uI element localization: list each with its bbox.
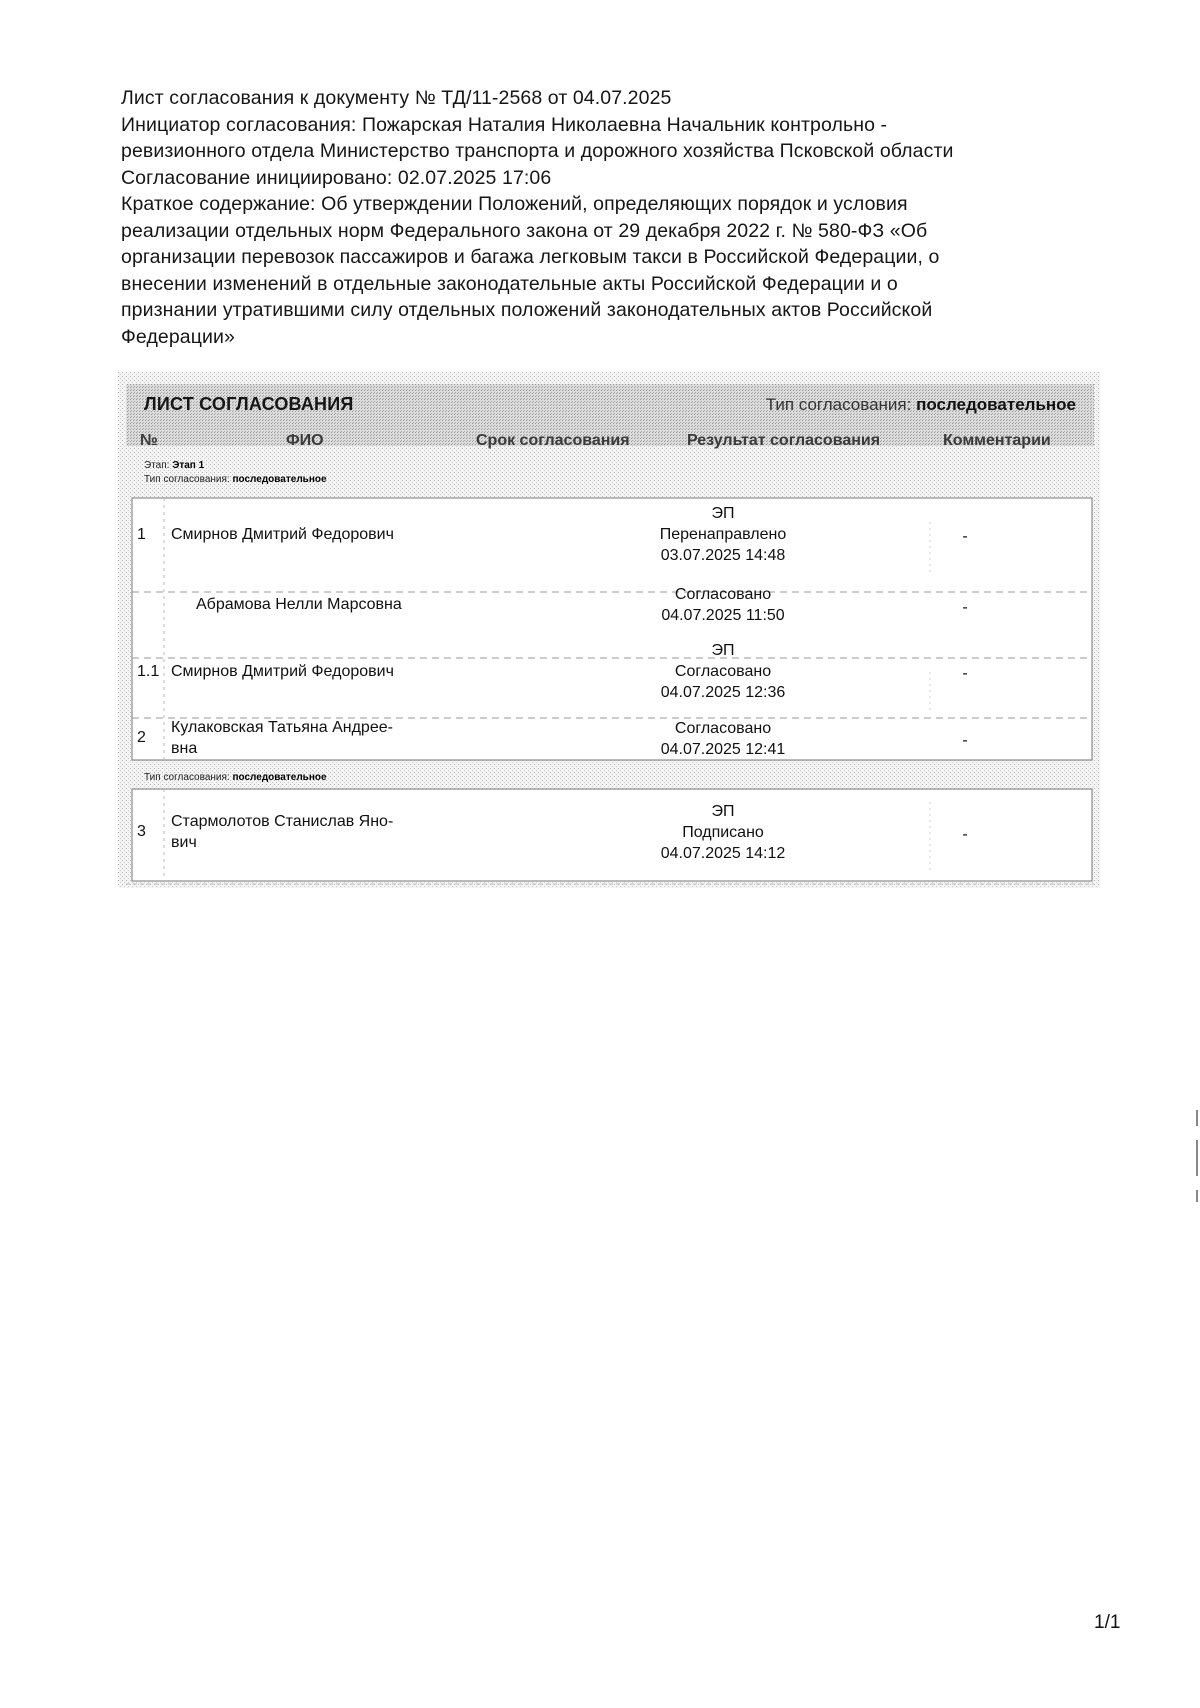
document-header bbox=[121, 85, 1081, 350]
row-fio: Смирнов Дмитрий Федорович bbox=[171, 663, 394, 680]
row-fio bbox=[171, 717, 426, 759]
row-fio-line: Кулаковская Татьяна Андрее- bbox=[171, 719, 393, 736]
approval-sheet bbox=[118, 372, 1100, 888]
stage-approval-type-value: последовательное bbox=[232, 474, 327, 485]
row-result bbox=[628, 640, 818, 703]
row-result-date: 04.07.2025 12:36 bbox=[660, 684, 786, 701]
row-fio-line: вна bbox=[171, 740, 198, 757]
stage-label bbox=[144, 460, 204, 471]
row-number: 2 bbox=[137, 729, 146, 746]
stage-label-value: Этап 1 bbox=[172, 460, 205, 471]
row-comment: - bbox=[962, 732, 968, 749]
header-initiator-line: Инициатор согласования: Пожарская Наталия Николаевна Начальник контрольно - bbox=[121, 113, 888, 136]
approval-type-value: последовательное bbox=[916, 395, 1076, 414]
stage-approval-type bbox=[144, 474, 327, 485]
row-result-status: Согласовано bbox=[674, 663, 772, 680]
header-summary-line: внесении изменений в отдельные законодательные акты Российской Федерации и о bbox=[121, 272, 898, 295]
row-result-signature: ЭП bbox=[711, 803, 735, 820]
row-comment: - bbox=[962, 599, 968, 616]
scan-edge-mark bbox=[1196, 1110, 1198, 1126]
scan-edge-mark bbox=[1196, 1190, 1198, 1202]
row-comment: - bbox=[962, 826, 968, 843]
row-result-signature: ЭП bbox=[711, 505, 735, 522]
approval-type bbox=[766, 395, 1076, 415]
row-result-date: 03.07.2025 14:48 bbox=[660, 547, 786, 564]
column-header-number: № bbox=[140, 432, 158, 449]
row-fio-line: вич bbox=[171, 834, 197, 851]
row-number: 1 bbox=[137, 526, 146, 543]
row-number: 1.1 bbox=[137, 663, 160, 680]
header-initiator-line-2: ревизионного отдела Министерство транспорта и дорожного хозяйства Псковской области bbox=[121, 140, 954, 162]
row-fio: Смирнов Дмитрий Федорович bbox=[171, 526, 394, 543]
header-summary-line: Федерации» bbox=[121, 325, 235, 348]
approval-type-label: Тип согласования: bbox=[765, 395, 912, 414]
stage-label-caption: Этап: bbox=[144, 460, 170, 471]
header-initiated-date-line: Согласование инициировано: 02.07.2025 17:06 bbox=[121, 166, 552, 189]
page-number: 1/1 bbox=[1094, 1612, 1121, 1633]
header-summary-line: организации перевозок пассажиров и багажа легковым такси в Российской Федерации, о bbox=[121, 246, 940, 268]
row-number: 3 bbox=[137, 823, 146, 840]
row-comment: - bbox=[962, 528, 968, 545]
stage-approval-type-label: Тип согласования: bbox=[144, 772, 230, 783]
row-result bbox=[628, 718, 818, 760]
row-result bbox=[628, 584, 818, 626]
row-result-date: 04.07.2025 12:41 bbox=[660, 741, 786, 758]
row-result-date: 04.07.2025 11:50 bbox=[661, 607, 785, 624]
row-fio-line: Стармолотов Станислав Яно- bbox=[171, 813, 394, 830]
scan-edge-mark bbox=[1196, 1140, 1198, 1176]
row-result-date: 04.07.2025 14:12 bbox=[660, 845, 786, 862]
row-result bbox=[628, 801, 818, 864]
row-comment: - bbox=[962, 665, 968, 682]
header-title-line: Лист согласования к документу № ТД/11-2568 от 04.07.2025 bbox=[121, 87, 672, 109]
header-summary-line: Краткое содержание: Об утверждении Положений, определяющих порядок и условия bbox=[121, 193, 908, 215]
column-header-deadline: Срок согласования bbox=[476, 432, 630, 449]
row-result-status: Подписано bbox=[682, 824, 764, 841]
row-result-status: Согласовано bbox=[674, 586, 772, 603]
header-summary-line: признании утратившими силу отдельных положений законодательных актов Российской bbox=[121, 299, 933, 321]
header-summary-line: реализации отдельных норм Федерального закона от 29 декабря 2022 г. № 580-ФЗ «Об bbox=[121, 219, 928, 242]
stage-approval-type bbox=[144, 772, 327, 783]
approval-sheet-title: ЛИСТ СОГЛАСОВАНИЯ bbox=[144, 394, 354, 414]
stage-approval-type-label: Тип согласования: bbox=[144, 474, 230, 485]
column-header-result: Результат согласования bbox=[687, 432, 881, 449]
stage-approval-type-value: последовательное bbox=[232, 772, 327, 783]
row-result bbox=[628, 503, 818, 566]
column-header-fio: ФИО bbox=[286, 432, 324, 449]
column-header-comments: Комментарии bbox=[943, 432, 1051, 449]
row-fio: Абрамова Нелли Марсовна bbox=[196, 596, 402, 613]
row-fio bbox=[171, 811, 426, 853]
row-result-signature: ЭП bbox=[711, 642, 735, 659]
row-result-status: Согласовано bbox=[674, 720, 772, 737]
row-result-status: Перенаправлено bbox=[659, 526, 787, 543]
